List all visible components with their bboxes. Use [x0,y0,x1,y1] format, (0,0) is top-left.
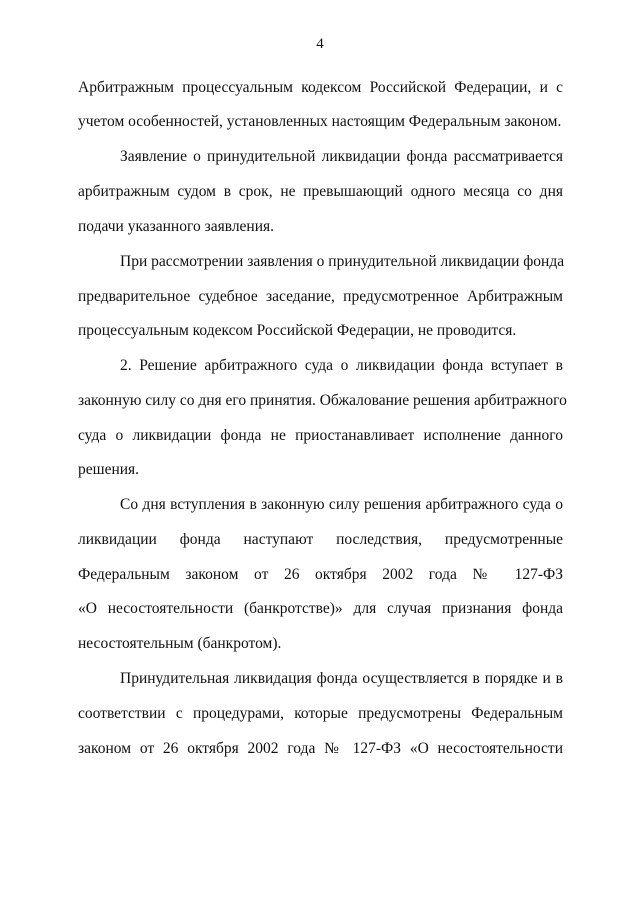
text-line: несостоятельным (банкротом). [78,635,282,652]
text-line: суда о ликвидации фонда не приостанавливает исполнение данного [78,427,563,444]
text-line: законную силу со дня его принятия. Обжалование решения арбитражного [78,392,567,409]
text-line: законом от 26 октября 2002 года № 127-ФЗ «О несостоятельности [78,740,563,757]
text-line: Заявление о принудительной ликвидации фонда рассматривается [120,148,563,165]
text-line: подачи указанного заявления. [78,218,275,235]
text-line: 2. Решение арбитражного суда о ликвидации фонда вступает в [120,357,563,374]
text-line: «О несостоятельности (банкротстве)» для случая признания фонда [78,600,563,617]
text-line: Принудительная ликвидация фонда осуществляется в порядке и в [120,670,563,687]
text-line: соответствии с процедурами, которые предусмотрены Федеральным [78,705,563,722]
text-line: предварительное судебное заседание, предусмотренное Арбитражным [78,288,563,305]
text-line: процессуальным кодексом Российской Федерации, не проводится. [78,322,517,339]
text-line: арбитражным судом в срок, не превышающий одного месяца со дня [78,183,563,200]
text-line: учетом особенностей, установленных настоящим Федеральным законом. [78,113,562,130]
text-line: Арбитражным процессуальным кодексом Российской Федерации, и с [78,79,563,96]
text-line: решения. [78,461,140,478]
page-number: 4 [316,36,324,52]
text-line: Федеральным законом от 26 октября 2002 года № 127-ФЗ [78,566,563,583]
text-line: ликвидации фонда наступают последствия, предусмотренные [78,531,563,548]
text-line: При рассмотрении заявления о принудительной ликвидации фонда [120,253,565,270]
text-line: Со дня вступления в законную силу решения арбитражного суда о [120,496,563,513]
